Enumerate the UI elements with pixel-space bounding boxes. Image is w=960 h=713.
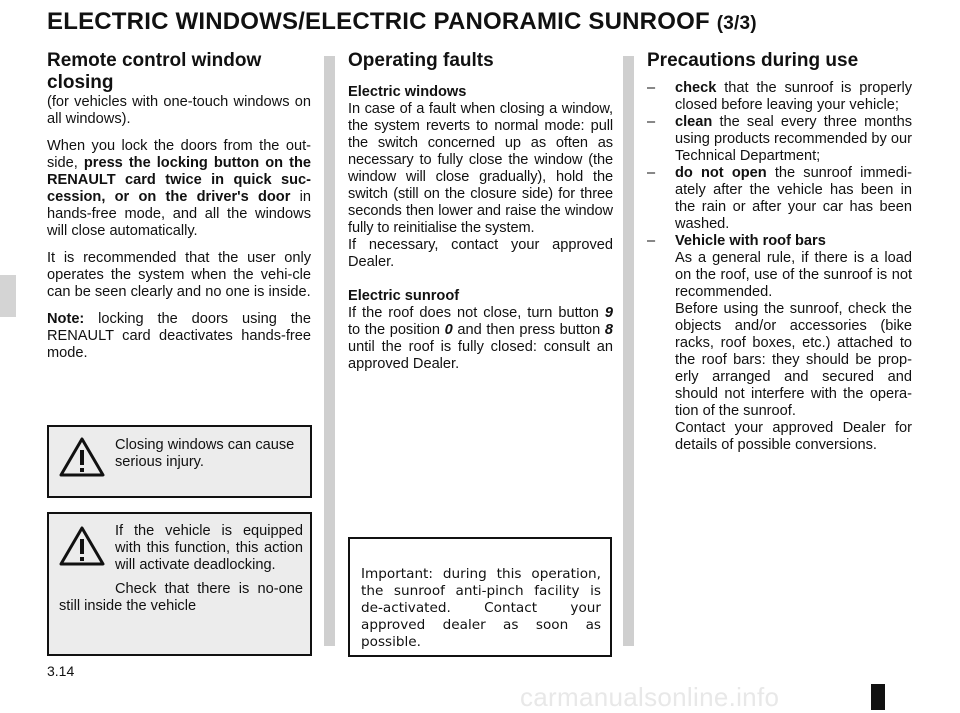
warning-text-check: Check that there is no-one still inside the vehicle: [59, 581, 303, 614]
sunroof-text-c: and then press button: [452, 322, 605, 338]
sunroof-text-d: until the roof is fully closed: consult an approved Dealer.: [348, 339, 613, 372]
watermark: carmanualsonline.info: [520, 682, 780, 712]
important-box: [348, 537, 612, 657]
electric-windows-heading: [348, 84, 613, 101]
precaution-check-bold: check: [675, 80, 717, 96]
left-heading: Remote control window closing: [47, 50, 262, 93]
electric-sunroof-label: Electric sunroof: [348, 288, 460, 304]
warning-triangle-icon: [59, 526, 105, 566]
contact-dealer-text: If necessary, contact your approved Dealer.: [348, 237, 613, 270]
precaution-open-text: the sunroof immedi-ately after the vehicle has been in the rain or after your car has been washed.: [675, 165, 912, 232]
right-column: [647, 50, 912, 454]
section-tab: [0, 275, 16, 317]
left-note: [47, 311, 311, 362]
precaution-clean-bold: clean: [675, 114, 713, 130]
middle-column: [348, 50, 613, 373]
electric-windows-text: In case of a fault when closing a window, the system reverts to normal mode: pull the switch concerned up as often as necessary to fully close the window (the window will close gradually), hold the switch (still on the closure side) for three seconds then lower and raise the window fully to reinitialise the system.: [348, 101, 613, 236]
column-divider-left: [324, 56, 335, 646]
electric-sunroof-text: [348, 305, 613, 373]
page-title: [47, 8, 757, 36]
precaution-item-clean: [647, 114, 912, 165]
warning-triangle-icon: [59, 437, 105, 477]
warning-box-injury: [47, 425, 312, 498]
important-text: Important: during this operation, the sunroof anti-pinch facility is de-activated. Contact your approved dealer as soon as possible.: [361, 566, 601, 650]
corner-marker: [871, 684, 885, 710]
left-p1-text-a: When you lock the doors from the out-side,: [47, 138, 311, 171]
position-0-ref: 0: [444, 322, 453, 338]
button-9-ref: 9: [604, 305, 613, 321]
left-column: [47, 50, 311, 362]
sunroof-text-a: If the roof does not close, turn button: [348, 305, 605, 321]
page-title-main: ELECTRIC WINDOWS/ELECTRIC PANORAMIC SUNROOF: [47, 8, 710, 35]
roof-bars-paragraph-3: Contact your approved Dealer for details of possible conversions.: [675, 420, 912, 453]
column-divider-right: [623, 56, 634, 646]
page-number: 3.14: [47, 663, 75, 679]
note-label: Note:: [47, 311, 85, 327]
precaution-check-text: that the sunroof is properly closed before leaving your vehicle;: [675, 80, 912, 113]
dash-bullet: –: [647, 165, 656, 181]
left-p1-text-b: in hands-free mode, and all the windows will close automatically.: [47, 189, 311, 239]
warning-text-deadlocking: If the vehicle is equipped with this function, this action will activate deadlocking.: [115, 523, 303, 573]
note-text: locking the doors using the RENAULT card deactivates hands-free mode.: [47, 311, 311, 361]
dash-bullet: –: [647, 233, 656, 249]
dash-bullet: –: [647, 114, 656, 130]
electric-windows-label: Electric windows: [348, 84, 467, 100]
warning-box-deadlocking: [47, 512, 312, 656]
precaution-clean-text: the seal every three months using products recommended by our Technical Department;: [675, 114, 912, 164]
left-paragraph-1: [47, 138, 311, 240]
electric-sunroof-heading: [348, 288, 613, 305]
left-paragraph-2: It is recommended that the user only operates the system when the vehi-cle can be seen clearly and no one is inside.: [47, 250, 311, 300]
left-intro: (for vehicles with one-touch windows on all windows).: [47, 94, 311, 127]
warning-text-injury: Closing windows can cause serious injury.: [115, 437, 295, 470]
right-heading: Precautions during use: [647, 50, 859, 71]
button-8-ref: 8: [604, 322, 613, 338]
roof-bars-paragraph-1: As a general rule, if there is a load on the roof, use of the sunroof is not recommended.: [675, 250, 912, 300]
roof-bars-paragraph-2: Before using the sunroof, check the objects and/or accessories (bike racks, roof boxes, etc.) attached to the roof bars: they should be prop-erly arranged and secured and should not interfere with the opera-tion of the sunroof.: [675, 301, 912, 419]
precaution-item-check: [647, 80, 912, 114]
roof-bars-heading: Vehicle with roof bars: [675, 233, 826, 249]
page-title-part: (3/3): [716, 13, 757, 34]
sunroof-text-b: to the position: [348, 322, 445, 338]
precaution-open-bold: do not open: [675, 165, 767, 181]
left-p1-bold: press the locking button on the RENAULT card twice in quick suc-cession, or on the driver's door: [47, 155, 311, 205]
precaution-item-roof-bars: [647, 233, 912, 250]
middle-heading: Operating faults: [348, 50, 494, 71]
precaution-item-do-not-open: [647, 165, 912, 233]
dash-bullet: –: [647, 80, 656, 96]
